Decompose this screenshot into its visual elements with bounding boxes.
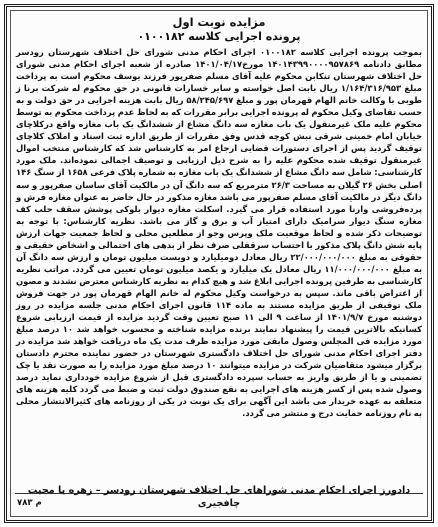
notice-title: مزایده نوبت اول xyxy=(172,15,266,29)
notice-subtitle: پرونده اجرایی کلاسه ۰۱۰۰۱۸۲ xyxy=(137,30,301,43)
notice-code: م ۷۸۳ xyxy=(17,498,42,508)
notice-body: بموجب پرونده اجرایی کلاسه ۰۱۰۰۱۸۲ اجرای احکام مدنی شورای حل اختلاف شهرستان رودسر مطابق دادنامه ۱۴۰۱۴۳۹۹۰۰۰۰۹۵۷۸۶۹ مورخ۱۴۰۱/۰۴/۱۷ صادره از شعبه اجرای احکام مدنی شورای حل اختلاف شهرستان تنکابن محکوم علیه آقای مسلم صفرپور فرزند یوسف محکوم است به پرداخت مبلغ ۱/۱۶۴/۳۱۶/۹۵۳ ریال بابت اصل خواسته و سایر خسارات قانونی در حق محکوم له شرکت برنا ز طوبی با وکالت خانم الهام قهرمان پور و مبلغ ۵۸/۲۴۵/۶۹۷ ریال بابت هزینه اجرایی در حق دولت و به حسب تقاضای وکیل محکوم له پرونده اجرایی برابر مقررات که به لحاظ عدم پرداخت محکوم به توسط محکوم علیه ملک غیرمنقول یک باب مغازه سه دانگ مشاع از ششدانگ یک باب مغازه واقع درکلاچای خیابان امام خمینی شرقی نبش کوچه قدس وفق مقررات از طریق اداره ثبت اسناد و املاک کلاچای توقیف گردید پس از اجرای دستورات قضایی ارجاع امر به کارشناس شد که کارشناس منتخب اموال غیرمنقول توقیف شده محکوم علیه را به شرح ذیل ارزیابی و توصیف اجمالی نموده‌اند. ملک مورد کارشناسی: شامل سه دانگ مشاع از ششدانگ یک باب مغازه به شماره پلاک فرعی ۱۶۵۸ از سنگ ۱۴۶ اصلی بخش ۲۶ گیلان به مساحت ۲۶/۳ مترمربع که سه دانگ آن در مالکیت آقای ساسان صفرپور و سه دانگ دیگر در مالکیت آقای مسلم صفرپور می باشد مغازه مذکور در حال حاضر به عنوان مغازه فرش و پرده‌فروشی وارنا مورد استفاده قرار می گیرد. اسکلت مغازه دیوار بلوکی پوشش سقف حلب کف مغازه سنگ دیوار سرامیک دارای امتیاز آب و برق و گاز می باشد. نظریه کارشناس: با توجه به توضیحات ذکر شده و لحاظ موقعیت ملک وپرس وجو از مطلعین محلی و لحاظ جمعیت جهات ارزش پایه شش دانگ پلاک مذکور با احتساب سرقفلی صرف نظر از بدهی های احتمالی و اشخاص حقیقی و حقوقی به مبلغ ۲۲/۰۰۰/۰۰۰/۰۰۰ ریال معادل دومیلیارد و دویست میلیون تومان و ارزش سه دانگ آن به مبلغ ۱۱/۰۰۰/۰۰۰/۰۰۰ ریال معادل یک میلیارد و یکصد میلیون تومان تعیین می گردد. مراتب نظریه کارشناسی به طرفین پرونده اجرایی ابلاغ شد و هیچ کدام به نظریه کارشناس معترض نشدند و مصون از اعتراض باقی ماند. سپس به درخواست وکیل محکوم له خانم الهام قهرمان پور در جهت فروش ملک توقیفی از طریق مزایده مستند به ماده ۱۱۴ قانون اجرای احکام مدنی جلسه مزایده در روز دوشنبه مورخ ۱۴۰۱/۹/۷ از ساعت ۹ الی ۱۱ صبح تعیین وقت گردید مزایده از قیمت ارزیابی شروع کسانیکه بالاترین قیمت را پیشنهاد نمایند برنده مزایده شناخته و محسوب خواهد شد ۱۰ درصد مبلغ مورد مزایده فی المجلس وصول مابقی مورد مزایده ظرف مدت یک ماه دریافت خواهد شد مزایده در دفتر اجرای احکام مدنی شورای حل اختلاف دادگستری شهرستان در حضور نماینده محترم دادستان برگزار میشود متقاضیان شرکت در مزایده میتوانند ۱۰ درصد مبلغ مورد مزایده را به صورت نقد یا چک تضمینی و یا از طریق واریز به حساب سپرده دادگستری قبل از شروع مزایده خودداری نماید درصد وصول شده پس از کسر هزینه های اجرایی به نفع صندوق دولت ثبت و ضبط می گردد کلیه هزینه های متعلقه به عهده خریدار می باشد این آگهی برای یک نوبت در یکی از روزنامه های کثیرالانتشار محلی به نام روزنامه حمایت درج و منتشر می گردد. xyxy=(16,47,423,419)
notice-footer-signature: دادورز اجرای احکام مدنی شوراهای حل اختلاف شهرستان رودسر – زهره یا محبت چافجیری xyxy=(27,485,411,509)
notice-header xyxy=(11,11,427,44)
notice-frame xyxy=(4,4,434,523)
notice-inner-border xyxy=(10,10,428,517)
